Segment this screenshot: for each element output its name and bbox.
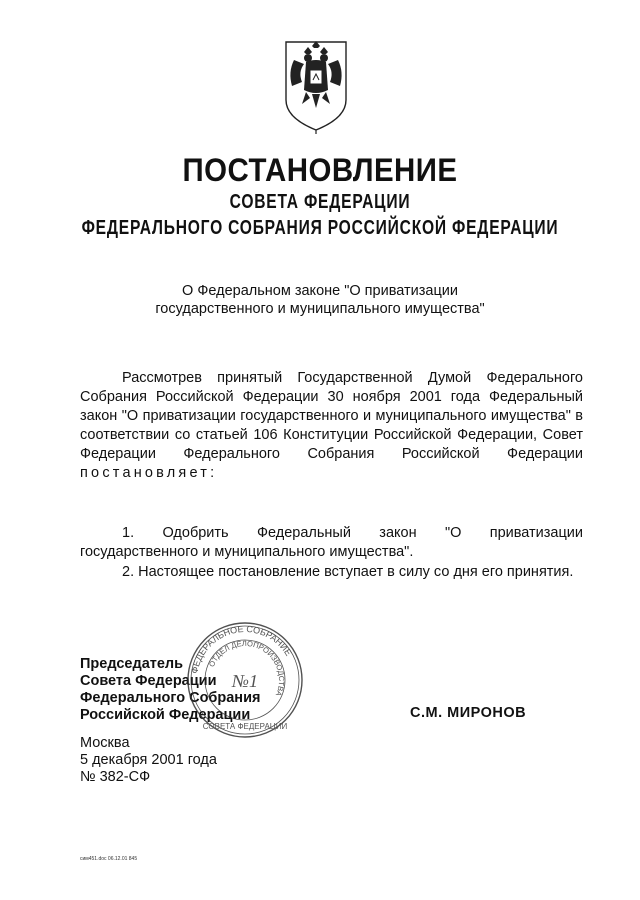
resolves-word: постановляет: <box>80 465 218 481</box>
issuer-line-1: СОВЕТА ФЕДЕРАЦИИ <box>229 191 411 213</box>
stamp-number: №1 <box>232 671 258 691</box>
signature-line-2: Совета Федерации <box>80 673 217 689</box>
intro-paragraph <box>80 369 583 483</box>
city: Москва <box>80 735 130 751</box>
subject-line-1: О Федеральном законе "О приватизации <box>182 283 458 299</box>
signature-line-3: Федерального Собрания <box>80 690 261 706</box>
item-2-paragraph <box>80 563 583 582</box>
item-1-paragraph <box>80 524 583 562</box>
stamp-bottom-text: СОВЕТА ФЕДЕРАЦИИ <box>202 722 288 731</box>
item-2-text: 2. Настоящее постановление вступает в силу со дня его принятия. <box>122 564 574 580</box>
place-and-date <box>80 735 217 786</box>
double-headed-eagle-icon <box>282 38 350 134</box>
issuer-line-2: ФЕДЕРАЛЬНОГО СОБРАНИЯ РОССИЙСКОЙ ФЕДЕРАЦИИ <box>81 217 559 239</box>
file-code: сим451.doc 06.12.01 845 <box>80 856 138 862</box>
stamp-inner-text: ОТДЕЛ ДЕЛОПРОИЗВОДСТВА <box>206 638 287 698</box>
item-1-text: 1. Одобрить Федеральный закон "О приватизации государственного и муниципального имущества". <box>80 525 583 560</box>
subject-line-2: государственного и муниципального имущества" <box>155 301 485 317</box>
document-title: ПОСТАНОВЛЕНИЕ <box>182 152 458 188</box>
date: 5 декабря 2001 года <box>80 752 217 768</box>
signer-name: С.М. МИРОНОВ <box>410 705 527 721</box>
document-number: № 382-СФ <box>80 769 151 785</box>
signature-line-1: Председатель <box>80 656 184 672</box>
official-stamp <box>186 621 304 739</box>
signature-line-4: Российской Федерации <box>80 707 251 723</box>
stamp-outer-text: ФЕДЕРАЛЬНОЕ СОБРАНИЕ <box>189 623 294 675</box>
document-subject <box>0 282 640 318</box>
intro-text: Рассмотрев принятый Государственной Думой Федерального Собрания Российской Федерации 30 ноября 2001 года Федеральный закон "О приватизации государственного и муниципального имущества" в соответствии со статьей 106 Конституции Российской Федерации, Совет Федерации Федерального Собрания Российской Федерации <box>80 370 583 462</box>
